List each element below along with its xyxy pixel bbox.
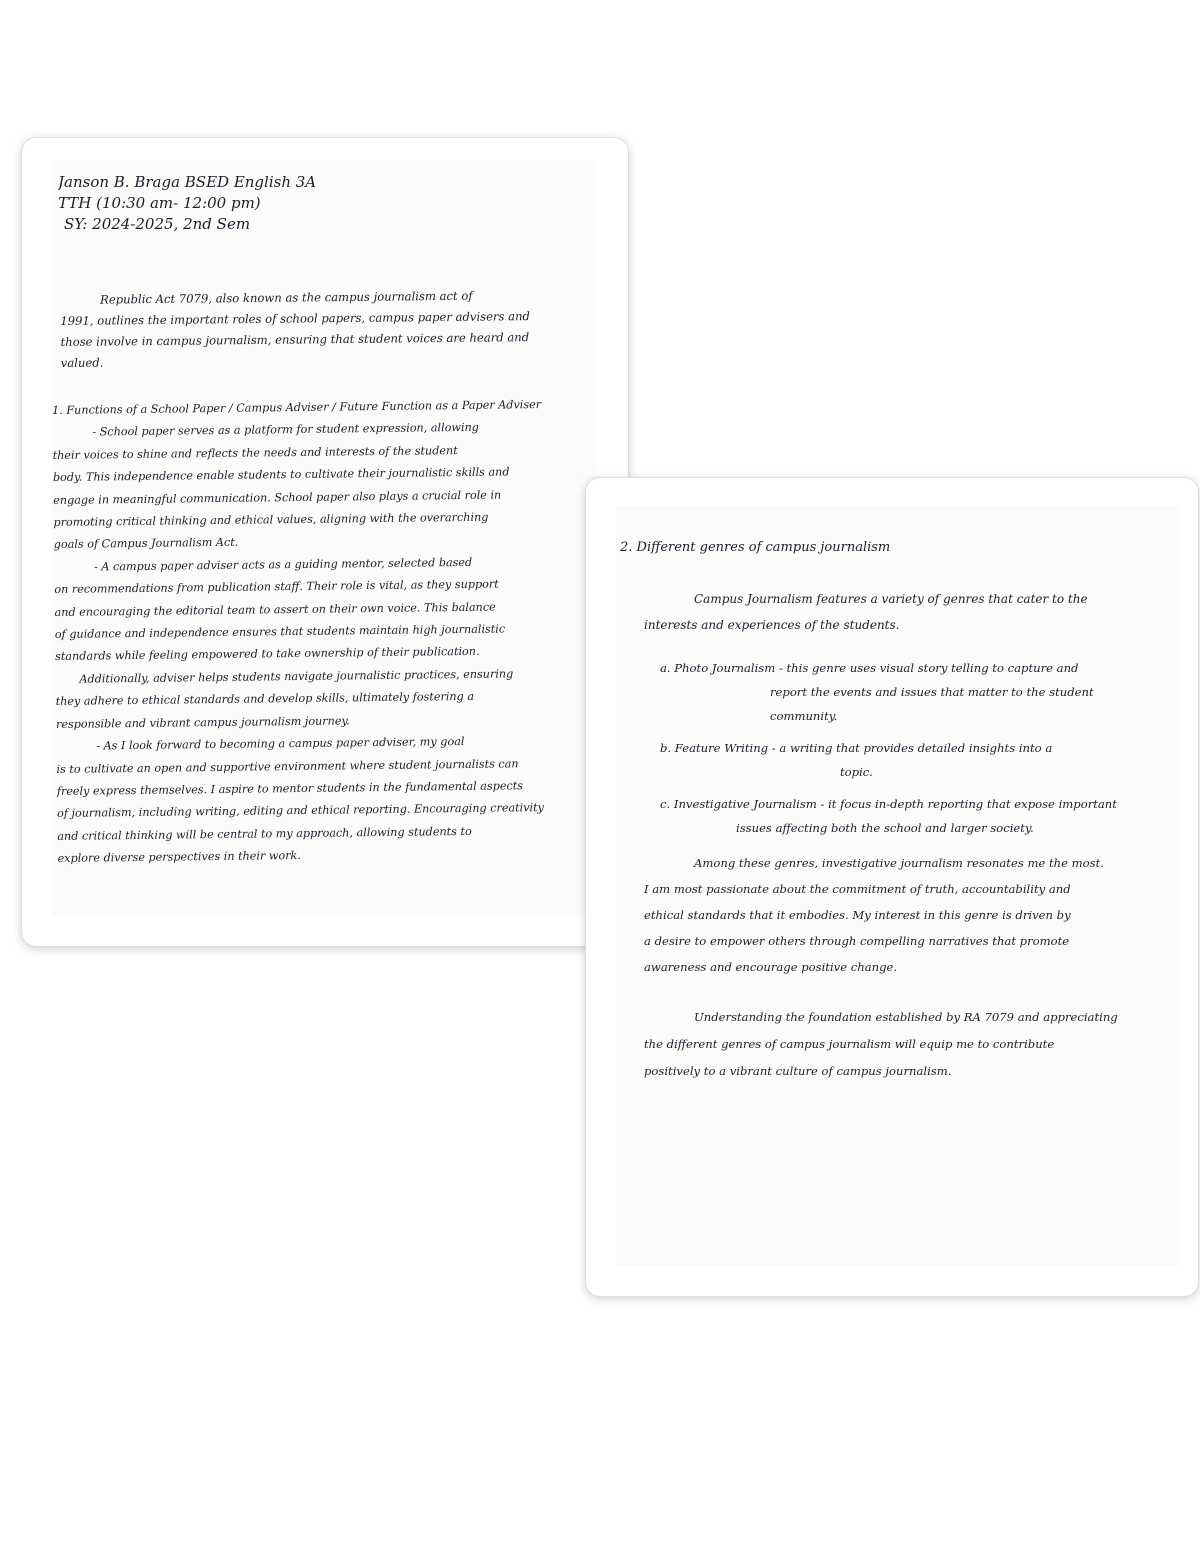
text-line: Campus Journalism features a variety of genres that cater to the	[694, 592, 1088, 606]
text-line: explore diverse perspectives in their work.	[57, 849, 301, 866]
text-line: freely express themselves. I aspire to mentor students in the fundamental aspects	[56, 779, 524, 798]
text-line: I am most passionate about the commitment of truth, accountability and	[644, 882, 1071, 896]
header-line: TTH (10:30 am- 12:00 pm)	[58, 194, 261, 212]
text-line: interests and experiences of the students.	[644, 618, 900, 632]
text-line: - School paper serves as a platform for student expression, allowing	[92, 421, 480, 439]
text-line: they adhere to ethical standards and develop skills, ultimately fostering a	[55, 690, 475, 709]
genre-list	[660, 656, 1160, 848]
document-page-one	[22, 138, 628, 946]
text-line: valued.	[60, 355, 104, 370]
text-line: of journalism, including writing, editing and ethical reporting. Encouraging creativity	[56, 801, 544, 821]
text-line: a desire to empower others through compelling narratives that promote	[644, 934, 1070, 948]
closing-paragraph	[644, 1004, 1164, 1085]
functions-heading: 1. Functions of a School Paper / Campus Adviser / Future Function as a Paper Adviser	[52, 398, 542, 417]
text-line: positively to a vibrant culture of campus journalism.	[644, 1064, 952, 1078]
genre-item-feature-writing	[660, 736, 1160, 784]
text-line: of guidance and independence ensures that students maintain high journalistic	[54, 622, 506, 642]
reflection-paragraph	[644, 850, 1164, 980]
text-line: awareness and encourage positive change.	[644, 960, 898, 974]
header-line: Janson B. Braga BSED English 3A	[58, 173, 317, 191]
text-line: goals of Campus Journalism Act.	[53, 536, 239, 552]
text-line: 1991, outlines the important roles of school papers, campus paper advisers and	[60, 309, 531, 328]
text-line: issues affecting both the school and larger society.	[736, 821, 1034, 835]
text-line: - As I look forward to becoming a campus paper adviser, my goal	[96, 735, 465, 753]
functions-section	[52, 394, 576, 871]
handwritten-sheet-two	[616, 506, 1180, 1266]
text-line: the different genres of campus journalism will equip me to contribute	[644, 1037, 1055, 1051]
text-line: standards while feeling empowered to take ownership of their publication.	[55, 645, 480, 664]
text-line: their voices to shine and reflects the needs and interests of the student	[52, 443, 458, 462]
text-line: engage in meaningful communication. School paper also plays a crucial role in	[53, 488, 502, 507]
text-line: Understanding the foundation established by RA 7079 and appreciating	[694, 1010, 1118, 1024]
student-header	[58, 172, 316, 235]
genre-item-photo-journalism	[660, 656, 1160, 728]
handwritten-sheet-one	[52, 160, 596, 916]
text-line: responsible and vibrant campus journalism journey.	[55, 714, 350, 731]
header-line: SY: 2024-2025, 2nd Sem	[64, 215, 251, 233]
text-line: Republic Act 7079, also known as the campus journalism act of	[100, 288, 473, 307]
text-line: topic.	[840, 765, 873, 779]
text-line: a. Photo Journalism - this genre uses visual story telling to capture and	[660, 661, 1079, 675]
document-page-two	[586, 478, 1198, 1296]
text-line: community.	[770, 709, 838, 723]
text-line: on recommendations from publication staff. Their role is vital, as they support	[54, 577, 499, 597]
text-line: Additionally, adviser helps students navigate journalistic practices, ensuring	[79, 667, 514, 686]
intro-paragraph	[60, 285, 561, 374]
text-line: report the events and issues that matter to the student	[770, 685, 1094, 699]
text-line: Among these genres, investigative journalism resonates me the most.	[694, 856, 1104, 870]
text-line: ethical standards that it embodies. My interest in this genre is driven by	[644, 908, 1071, 922]
text-line: promoting critical thinking and ethical values, aligning with the overarching	[53, 510, 489, 530]
genres-intro-paragraph	[644, 586, 1164, 638]
text-line: b. Feature Writing - a writing that provides detailed insights into a	[660, 741, 1053, 755]
section-title: 2. Different genres of campus journalism	[620, 540, 891, 555]
text-line: and critical thinking will be central to my approach, allowing students to	[57, 824, 472, 843]
genre-item-investigative-journalism	[660, 792, 1160, 840]
text-line: and encouraging the editorial team to assert on their own voice. This balance	[54, 600, 496, 619]
text-line: those involve in campus journalism, ensuring that student voices are heard and	[60, 330, 530, 349]
text-line: c. Investigative Journalism - it focus in-depth reporting that expose important	[660, 797, 1117, 811]
text-line: body. This independence enable students to cultivate their journalistic skills and	[52, 465, 510, 485]
text-line: - A campus paper adviser acts as a guiding mentor, selected based	[93, 555, 473, 574]
text-line: is to cultivate an open and supportive environment where student journalists can	[56, 756, 519, 776]
